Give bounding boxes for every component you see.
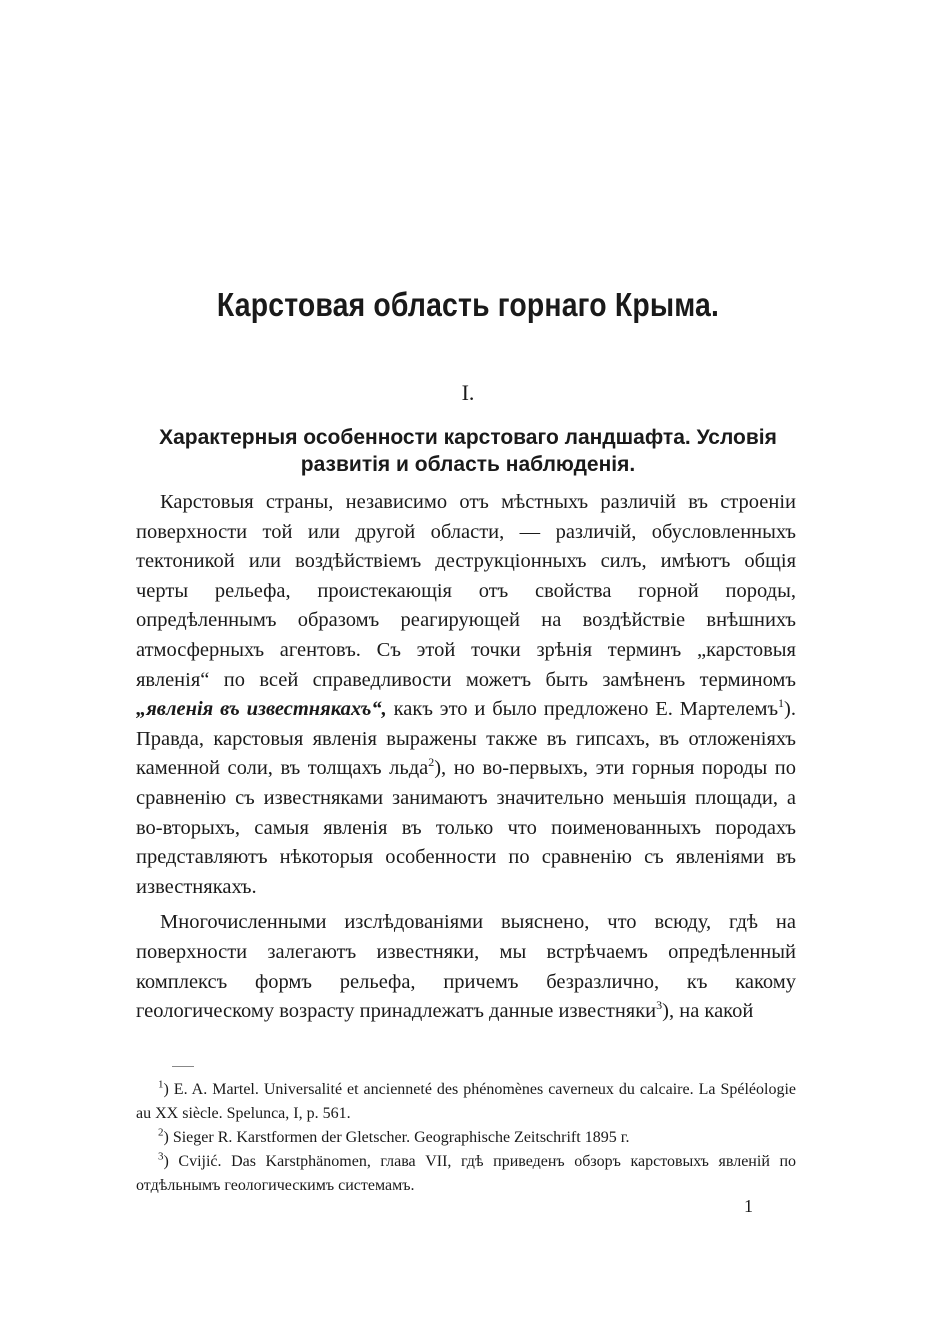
paragraph-1-text-b: какъ это и было предложено Е. Мартелемъ (386, 698, 779, 721)
page-title: Карстовая область горнаго Крыма. (216, 286, 720, 323)
footnotes (136, 1078, 796, 1198)
footnote-1 (136, 1078, 796, 1126)
footnote-text-3: ) Cvijić. Das Karstphänomen, глава VII, гдѣ приведенъ обзоръ карстовыхъ явленій по отдѣльнымъ геологическимъ системамъ. (136, 1153, 796, 1194)
footnote-3 (136, 1150, 796, 1198)
footnote-text-1: ) E. A. Martel. Universalité et ancienneté des phénomènes caverneux du calcaire. La Spéléologie au XX siècle. Spelunca, I, p. 561. (136, 1081, 796, 1122)
paragraph-2 (136, 908, 796, 1026)
paragraph-1-text-a: Карстовыя страны, независимо отъ мѣстныхъ различій въ строеніи поверхности той или другой области, — различій, обусловленныхъ тектоникой или воздѣйствіемъ деструкціонныхъ силъ, имѣютъ общія черты рельефа, проистекающія отъ свойства горной породы, опредѣленнымъ образомъ реагирующей на воздѣйствіе внѣшнихъ атмосферныхъ агентовъ. Съ этой точки зрѣнія терминъ „карстовыя явленія“ по всей справедливости можетъ быть замѣненъ терминомъ (136, 491, 796, 691)
italic-term: „явленія въ известнякахъ“, (136, 698, 387, 721)
section-number: I. (461, 380, 475, 405)
footnote-mark-3: 3 (158, 1150, 164, 1163)
paragraph-1-text-c: ). Правда, карстовыя явленія выражены также въ гипсахъ, въ отложеніяхъ каменной соли, въ толщахъ льда (136, 698, 796, 780)
footnote-text-2: ) Sieger R. Karstformen der Gletscher. Geographische Zeitschrift 1895 г. (163, 1129, 630, 1146)
main-text (136, 488, 796, 1027)
footnote-ref-3[interactable]: 3 (656, 998, 663, 1013)
footnote-mark-2: 2 (158, 1126, 164, 1139)
paragraph-1-text-d: ), но во-первыхъ, эти горныя породы по сравненію съ известняками занимаютъ значительно меньшія площади, а во-вторыхъ, самыя явленія въ только что поименованныхъ породахъ представляютъ нѣкоторыя особенности по сравненію съ явленіями въ известнякахъ. (136, 757, 797, 898)
footnote-2 (136, 1126, 796, 1150)
paragraph-2-text-a: Многочисленными изслѣдованіями выяснено, что всюду, гдѣ на поверхности залегаютъ известняки, мы встрѣчаемъ опредѣленный комплексъ формъ рельефа, причемъ безразлично, къ какому геологическому возрасту принадлежатъ данные известняки (136, 911, 796, 1023)
footnote-divider (172, 1066, 194, 1067)
section-subtitle: Характерныя особенности карстоваго ландшафта. Условія развитія и область наблюденія. (159, 426, 777, 476)
footnote-ref-1[interactable]: 1 (778, 696, 785, 711)
paragraph-2-text-b: ), на какой (662, 1000, 754, 1023)
paragraph-1 (136, 488, 796, 902)
footnote-mark-1: 1 (158, 1078, 164, 1091)
page-number: 1 (744, 1196, 753, 1216)
footnote-ref-2[interactable]: 2 (428, 755, 435, 770)
